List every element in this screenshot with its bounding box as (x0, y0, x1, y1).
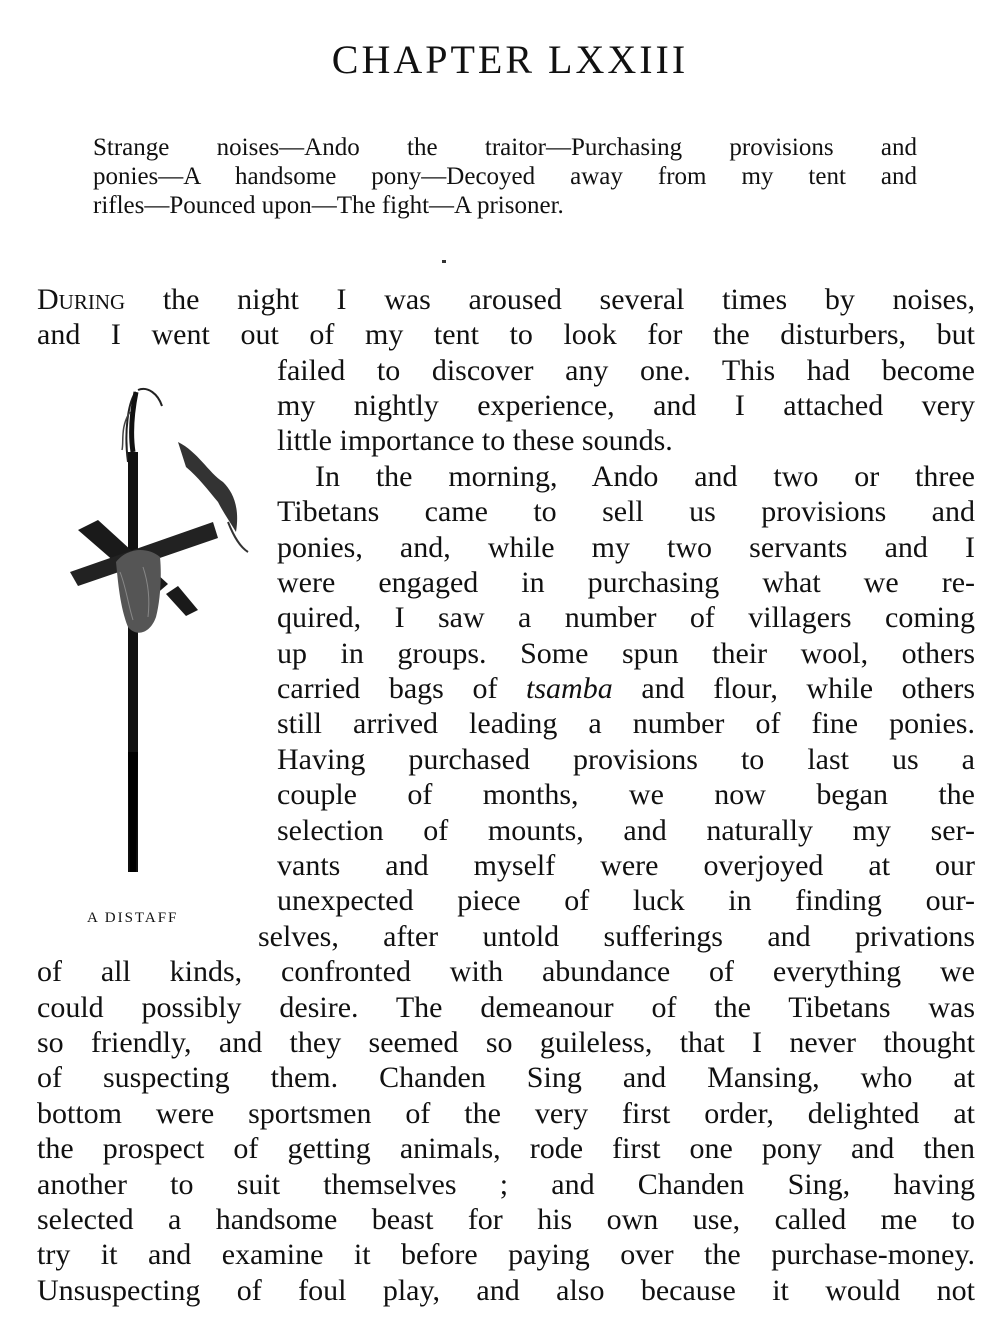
text-span: carried bags of (277, 672, 527, 705)
text-line: In the morning, Ando and two or three (315, 460, 975, 493)
text-line (37, 282, 975, 317)
figure-caption: A DISTAFF (87, 910, 179, 926)
italic-word: tsamba (526, 672, 613, 705)
text-line: Tibetans came to sell us provisions and (277, 495, 975, 528)
text-line: vants and myself were overjoyed at our (277, 849, 975, 882)
text-line: selected a handsome beast for his own use, called me to (37, 1203, 975, 1236)
text-line: Unsuspecting of foul play, and also because it would not (37, 1274, 975, 1307)
text-line: bottom were sportsmen of the very first order, delighted at (37, 1097, 975, 1130)
text-line: the prospect of getting animals, rode first one pony and then (37, 1132, 975, 1165)
text-line: another to suit themselves ; and Chanden Sing, having (37, 1168, 975, 1201)
text-line: so friendly, and they seemed so guileless, that I never thought (37, 1026, 975, 1059)
text-span: and flour, while others (612, 672, 975, 705)
opening-word: During (37, 283, 126, 316)
text-line: quired, I saw a number of villagers coming (277, 601, 975, 634)
text-span: the night I was aroused several times by noises, (125, 283, 975, 316)
summary-line: Strange noises—Ando the traitor—Purchasing provisions and (93, 134, 917, 161)
text-line: and I went out of my tent to look for the disturbers, but (37, 318, 975, 351)
text-line: of all kinds, confronted with abundance of everything we (37, 955, 975, 988)
text-line: up in groups. Some spun their wool, others (277, 637, 975, 670)
text-line: still arrived leading a number of fine ponies. (277, 707, 975, 740)
text-line: my nightly experience, and I attached very (277, 389, 975, 422)
text-line: of suspecting them. Chanden Sing and Mansing, who at (37, 1061, 975, 1094)
text-line (277, 671, 975, 706)
text-line: couple of months, we now began the (277, 778, 975, 811)
chapter-summary (93, 133, 917, 220)
text-line: ponies, and, while my two servants and I (277, 531, 975, 564)
summary-line: rifles—Pounced upon—The fight—A prisoner. (93, 192, 564, 219)
text-line: try it and examine it before paying over the purchase-money. (37, 1238, 975, 1271)
text-line: selection of mounts, and naturally my ser- (277, 814, 975, 847)
text-line: were engaged in purchasing what we re- (277, 566, 975, 599)
distaff-illustration (58, 372, 268, 892)
chapter-title: CHAPTER LXXIII (331, 37, 689, 82)
text-line: little importance to these sounds. (277, 424, 673, 457)
text-line: Having purchased provisions to last us a (277, 743, 975, 776)
separator-dot (442, 260, 446, 263)
text-line: failed to discover any one. This had become (277, 354, 975, 387)
text-line: unexpected piece of luck in finding our- (277, 884, 975, 917)
text-line: selves, after untold sufferings and privations (258, 920, 975, 953)
text-line: could possibly desire. The demeanour of the Tibetans was (37, 991, 975, 1024)
summary-line: ponies—A handsome pony—Decoyed away from my tent and (93, 163, 917, 190)
